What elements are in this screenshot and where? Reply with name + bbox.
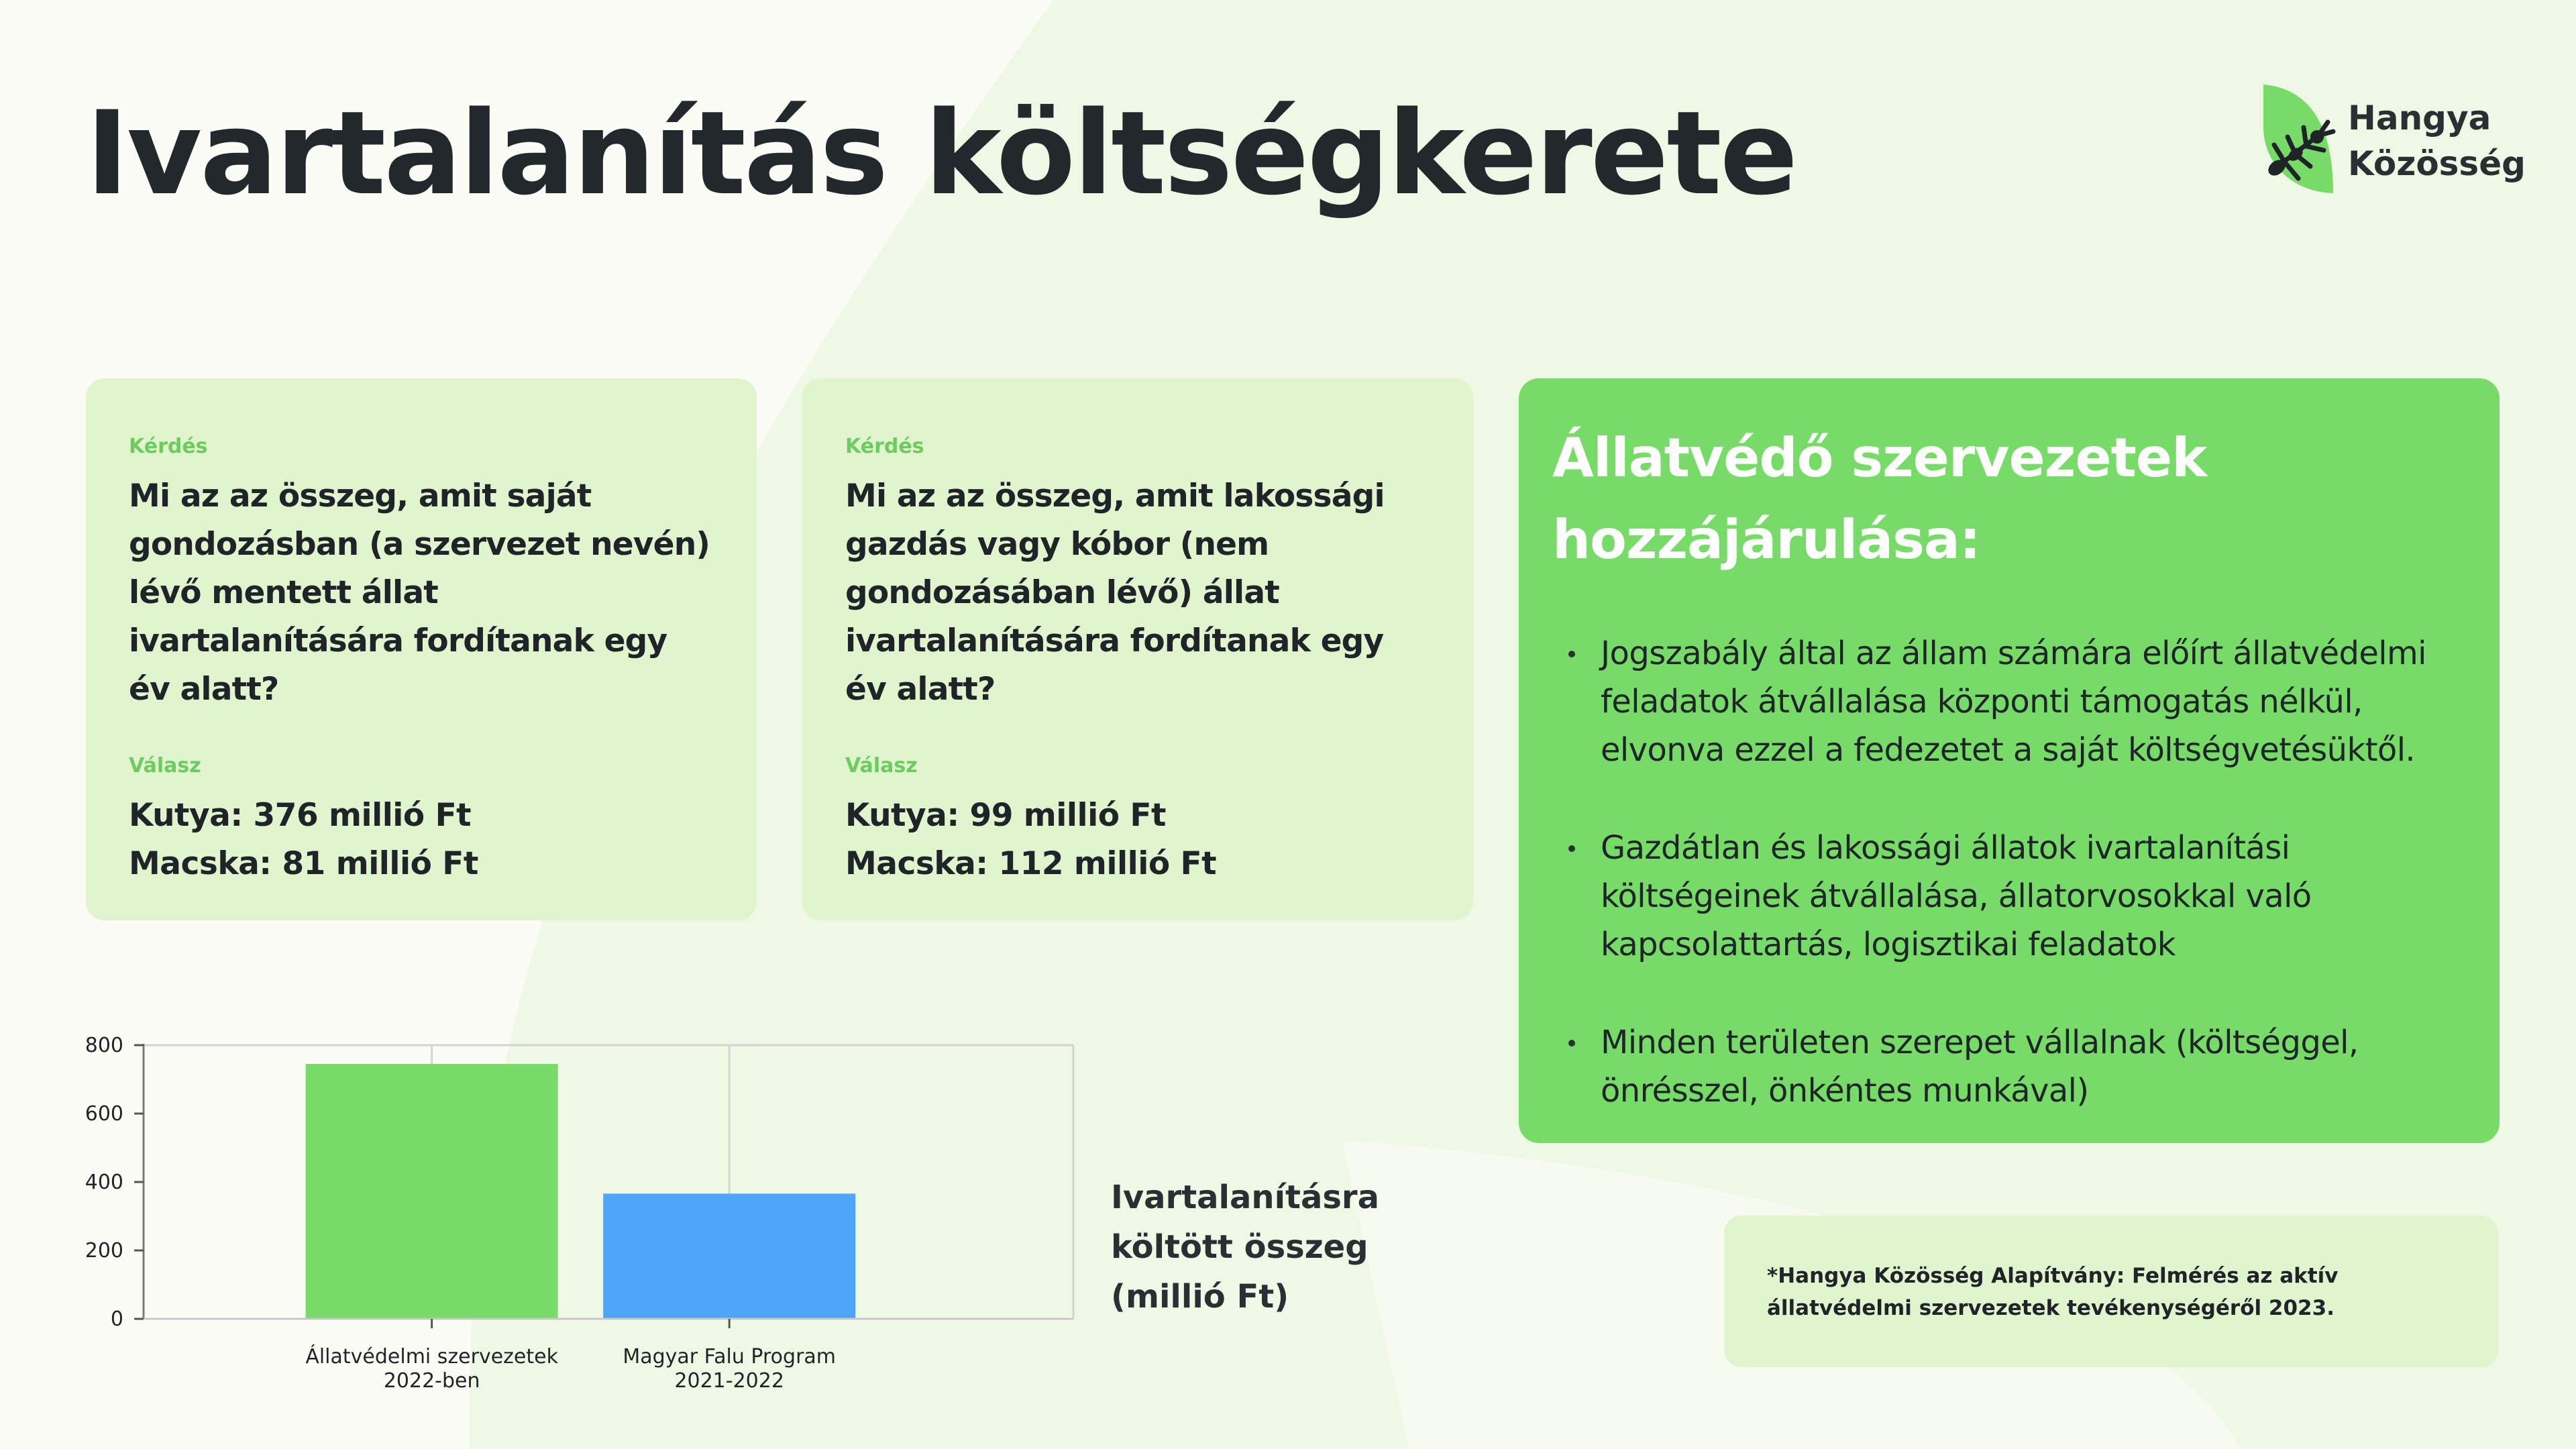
bullet-item [1552,824,2467,969]
x-tick-label: 2021-2022 [674,1369,784,1393]
bullet-item [1552,1018,2467,1115]
y-tick-label: 0 [110,1307,123,1331]
answer-line: Kutya: 376 millió Ft [129,797,472,834]
ant-logo-icon [2254,80,2341,198]
bullet-text: Gazdátlan és lakossági állatok ivartalanítási költségeinek átvállalása, állatorvosokkal való kapcsolattartás, logisztikai feladatok [1601,829,2312,963]
question-tag: Kérdés [129,435,208,458]
answer-line: Macska: 81 millió Ft [129,845,478,882]
contribution-panel [1519,378,2500,1143]
question-card-2 [802,378,1473,920]
answer-tag: Válasz [129,754,201,777]
bar [306,1064,558,1319]
page-title: Ivartalanítás költségkerete [86,86,1796,221]
bullet-text: Jogszabály által az állam számára előírt állatvédelmi feladatok átvállalása központi támogatás nélkül, elvonva ezzel a fedezetet a saját költségvetésüktől. [1601,635,2426,769]
chart-legend: Ivartalanításra költött összeg (millió Ft) [1111,1179,1379,1316]
panel-heading: Állatvédő szervezetek hozzájárulása: [1552,427,2207,571]
question-text: Mi az az összeg, amit saját gondozásban (a szervezet nevén) lévő mentett állat ivartalanítására fordítanak egy év alatt? [129,478,710,708]
bullet-item [1552,629,2467,774]
bullet-dot [1568,651,1575,657]
logo-text [2348,95,2526,186]
answer-line: Kutya: 99 millió Ft [845,797,1166,834]
y-tick-label: 400 [85,1171,123,1194]
logo-line-2: Közösség [2348,144,2526,183]
answer-tag: Válasz [845,754,918,777]
logo [2254,80,2526,201]
x-tick-label: Állatvédelmi szervezetek [305,1345,558,1368]
logo-line-1: Hangya [2348,99,2491,138]
x-tick-label: 2022-ben [383,1369,480,1393]
bar [603,1193,855,1319]
y-tick-label: 200 [85,1239,123,1263]
bar-chart [54,1006,1100,1415]
question-card-1 [86,378,757,920]
contribution-list [1552,629,2467,1115]
footnote-text: *Hangya Közösség Alapítvány: Felmérés az aktív állatvédelmi szervezetek tevékenységéről 2023. [1767,1264,2339,1320]
bullet-dot [1568,845,1575,852]
x-tick-label: Magyar Falu Program [623,1345,837,1368]
y-tick-label: 600 [85,1102,123,1126]
answer-line: Macska: 112 millió Ft [845,845,1217,882]
footnote-box [1724,1216,2498,1367]
question-text: Mi az az összeg, amit lakossági gazdás vagy kóbor (nem gondozásában lévő) állat ivartalanítására fordítanak egy év alatt? [845,478,1385,708]
question-tag: Kérdés [845,435,924,458]
bullet-dot [1568,1040,1575,1046]
bullet-text: Minden területen szerepet vállalnak (költséggel, önrésszel, önkéntes munkával) [1601,1024,2359,1110]
y-tick-label: 800 [85,1034,123,1057]
